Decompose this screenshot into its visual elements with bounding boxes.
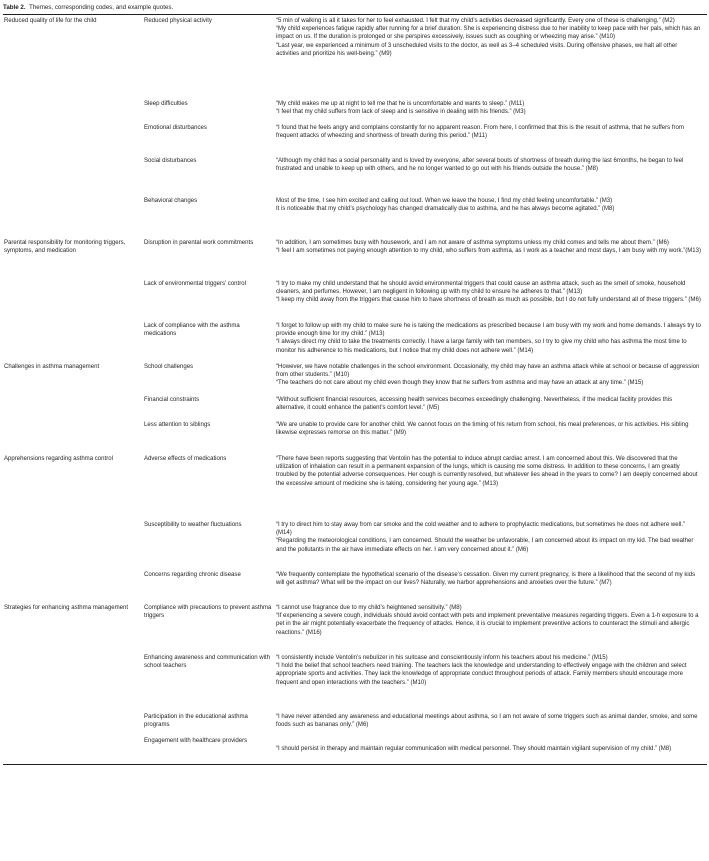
quote-text: “The teachers do not care about my child even though they know that he suffers from asthma and may have an attack at any time.” (M15) bbox=[276, 380, 644, 387]
quote-text: “We frequently contemplate the hypothetical scenario of the disease’s cessation. Given my current pregnancy, is there a likelihood that the second of my kids will get asthma? What will be the impact on our lives? Naturally, we harbor apprehensions and anxieties over the future.” (M7) bbox=[276, 572, 696, 587]
quote-cell bbox=[276, 239, 702, 255]
quote-cell bbox=[276, 521, 702, 554]
quote-cell bbox=[276, 157, 702, 173]
quote-text: “However, we have notable challenges in the school environment. Occasionally, my child may have an asthma attack while at school or because of aggression from other students.” (M10) bbox=[276, 364, 700, 379]
quote-cell bbox=[276, 455, 702, 488]
quote-text: “Without sufficient financial resources, accessing health services becomes exceedingly challenging. Nevertheless, if the medical facility provides this alternative, it could enhance the patient’s comfort level.” (M5) bbox=[276, 397, 673, 412]
quote-text: “I found that he feels angry and complains constantly for no apparent reason. From here, I confirmed that this is the result of asthma, that he suffers from frequent attacks of wheezing and shortness of breath during this period.” (M11) bbox=[276, 125, 684, 140]
theme-label: Challenges in asthma management bbox=[4, 364, 100, 370]
quote-cell bbox=[276, 100, 702, 116]
quote-text: “In addition, I am sometimes busy with housework, and I am not aware of asthma symptoms unless my child comes and tells me about them.” (M6) bbox=[276, 240, 669, 246]
code-label: Lack of environmental triggers’ control bbox=[144, 281, 246, 287]
quote-cell bbox=[276, 604, 702, 637]
code-label: Social disturbances bbox=[144, 158, 197, 164]
code-label: Financial constraints bbox=[144, 397, 200, 403]
quote-cell bbox=[276, 421, 702, 437]
table-caption-label: Table 2. bbox=[3, 4, 26, 11]
quote-text: “I try to direct him to stay away from car smoke and the cold weather and to adhere to prophylactic medications, but sometimes he does not adhere well.” (M14) bbox=[276, 522, 686, 537]
quote-text: “Last year, we experienced a minimum of 3 unscheduled visits to the doctor, as well as 3–4 scheduled visits. During offensive phases, we halt all other activities and prioritize his well-being.” (M9) bbox=[276, 42, 678, 57]
quote-cell bbox=[276, 396, 702, 412]
quote-text: “5 min of walking is all it takes for her to feel exhausted. I felt that my child’s activities decreased significantly. Every one of these is challenging.” (M2) bbox=[276, 18, 675, 24]
theme-label: Parental responsibility for monitoring triggers, symptoms, and medication bbox=[4, 240, 126, 255]
quote-text: “Regarding the meteorological conditions, I am concerned. Should the weather be unfavorable, I am concerned about its impact on my kid. The bad weather and the pollutants in the air have immediate effects on her. I am very concerned about it.” (M6) bbox=[276, 538, 694, 553]
code-label: Enhancing awareness and communication with school teachers bbox=[144, 655, 271, 670]
quote-text: “I feel I am sometimes not paying enough attention to my child, who suffers from asthma, as I work as a teacher and most days, I am busy with my work.”(M13) bbox=[276, 248, 702, 255]
table-bottom-rule bbox=[3, 764, 707, 765]
code-label: Emotional disturbances bbox=[144, 125, 207, 131]
code-label: Engagement with healthcare providers bbox=[144, 738, 248, 744]
code-label: Lack of compliance with the asthma medications bbox=[144, 323, 240, 338]
theme-label: Strategies for enhancing asthma management bbox=[4, 605, 129, 611]
quote-cell bbox=[276, 654, 702, 687]
code-label: Adverse effects of medications bbox=[144, 456, 227, 462]
quote-text: “I try to make my child understand that he should avoid environmental triggers that could cause an asthma attack, such as the smell of smoke, household cleaners, and perfumes. However, I am negligent in following up with my child to ensure he adheres to that.” (M13) bbox=[276, 281, 686, 296]
code-label: Concerns regarding chronic disease bbox=[144, 572, 241, 578]
quote-text: “I keep my child away from the triggers that cause him to have shortness of breath as much as possible, but I do not fully understand all of these triggers.” (M6) bbox=[276, 297, 701, 304]
code-label: Behavioral changes bbox=[144, 198, 198, 204]
quote-text: “I have never attended any awareness and educational meetings about asthma, so I am not aware of some triggers such as animal dander, smoke, and some foods such as bananas only.” (M6) bbox=[276, 714, 698, 729]
quote-text: “We are unable to provide care for another child. We cannot focus on the timing of his return from school, his meal preferences, or his activities. His sibling likewise expresses remorse on this matter.” (M9) bbox=[276, 422, 689, 437]
quote-cell bbox=[276, 363, 702, 388]
quote-text: “I hold the belief that school teachers need training. The teachers lack the knowledge and understanding to effectively engage with the children and select appropriate sports and activities. They lack the knowledge of appropriate conduct throughout periods of attack. Family members should encourage more frequent and open interactions with the teachers.” (M10) bbox=[276, 663, 687, 686]
code-label: Susceptibility to weather fluctuations bbox=[144, 522, 242, 528]
quote-cell bbox=[276, 713, 702, 729]
quote-text: “I feel that my child suffers from lack of sleep and is sensitive in dealing with his friends.” (M3) bbox=[276, 109, 526, 116]
quote-text: It is noticeable that my child’s psychology has changed dramatically due to asthma, and he has always become agitated.” (M8) bbox=[276, 206, 615, 213]
quote-text: Most of the time, I see him excited and calling out loud. When we leave the house, I find my child feeling uncomfortable.” (M3) bbox=[276, 198, 613, 204]
quote-cell bbox=[276, 571, 702, 587]
quote-cell bbox=[276, 124, 702, 140]
quote-text: “Although my child has a social personality and is loved by everyone, after several bouts of shortness of breath during the last 6months, he began to feel frustrated and unable to keep up with others, and he no longer wanted to go out with his friends outside the house.” (M8) bbox=[276, 158, 684, 173]
theme-label: Reduced quality of life for the child bbox=[4, 18, 97, 24]
quote-text: “I consistently include Ventolin’s nebulizer in his suitcase and conscientiously inform his teachers about his medicine.” (M15) bbox=[276, 655, 608, 661]
quote-cell bbox=[276, 197, 702, 213]
quote-cell bbox=[276, 17, 702, 58]
table-caption-text: Themes, corresponding codes, and example quotes. bbox=[29, 4, 174, 11]
quote-cell bbox=[276, 322, 702, 355]
quote-text: “There have been reports suggesting that Ventolin has the potential to induce abrupt cardiac arrest. I am concerned about this. We discovered that the utilization of inhalation can result in a permanent expansion of the lungs, which is causing me some distress. In addition to these concerns, I am greatly troubled by the potential adverse consequences. Her cough is currently resolved, but whatever lies ahead in the years to come? I am deeply concerned about the excessive amount of medicine she is taking, considering her young age.” (M13) bbox=[276, 456, 698, 487]
code-label: Compliance with precautions to prevent asthma triggers bbox=[144, 605, 272, 620]
quote-cell bbox=[276, 280, 702, 305]
quote-text: “I forget to follow up with my child to make sure he is taking the medications as prescribed because I am busy with my work and home demands. I always try to provide enough time for my child.” (M13) bbox=[276, 323, 701, 338]
table-top-rule bbox=[3, 14, 707, 15]
quote-text: “I cannot use fragrance due to my child’s heightened sensitivity.” (M8) bbox=[276, 605, 462, 611]
code-label: Less attention to siblings bbox=[144, 422, 211, 428]
quote-text: “My child experiences fatigue rapidly after running for a brief duration. She is experiencing distress due to her inability to keep pace with her pals, which has an impact on us. If the duration is prolonged or she perspires excessively, issues such as coughing or wheezing may arise.” (M10) bbox=[276, 26, 701, 41]
quote-cell bbox=[276, 745, 702, 753]
quote-text: “I should persist in therapy and maintain regular communication with medical personnel. They should maintain vigilant supervision of my child.” (M8) bbox=[276, 746, 672, 752]
quote-text: “If experiencing a severe cough, individuals should avoid contact with pets and implement preventative measures regarding triggers. Even a 1-h exposure to a pet in the air might potentially exacerbate the frequency of attacks. Hence, it is crucial to implement preventive actions to counteract the stimuli and allergic reactions.” (M16) bbox=[276, 613, 699, 636]
code-label: Sleep difficulties bbox=[144, 101, 188, 107]
quote-text: “My child wakes me up at night to tell me that he is uncomfortable and wants to sleep.” (M11) bbox=[276, 101, 525, 107]
code-label: Reduced physical activity bbox=[144, 18, 212, 24]
code-label: Participation in the educational asthma programs bbox=[144, 714, 248, 729]
quote-text: “I always direct my child to take the treatments correctly. I have a large family with ten members, so I try to give my child who has asthma the most time to monitor his adherence to his medications, but I notice that my child does not adhere well.” (M14) bbox=[276, 339, 687, 354]
table-caption bbox=[3, 4, 173, 12]
code-label: School challenges bbox=[144, 364, 194, 370]
code-label: Disruption in parental work commitments bbox=[144, 240, 254, 246]
theme-label: Apprehensions regarding asthma control bbox=[4, 456, 113, 462]
